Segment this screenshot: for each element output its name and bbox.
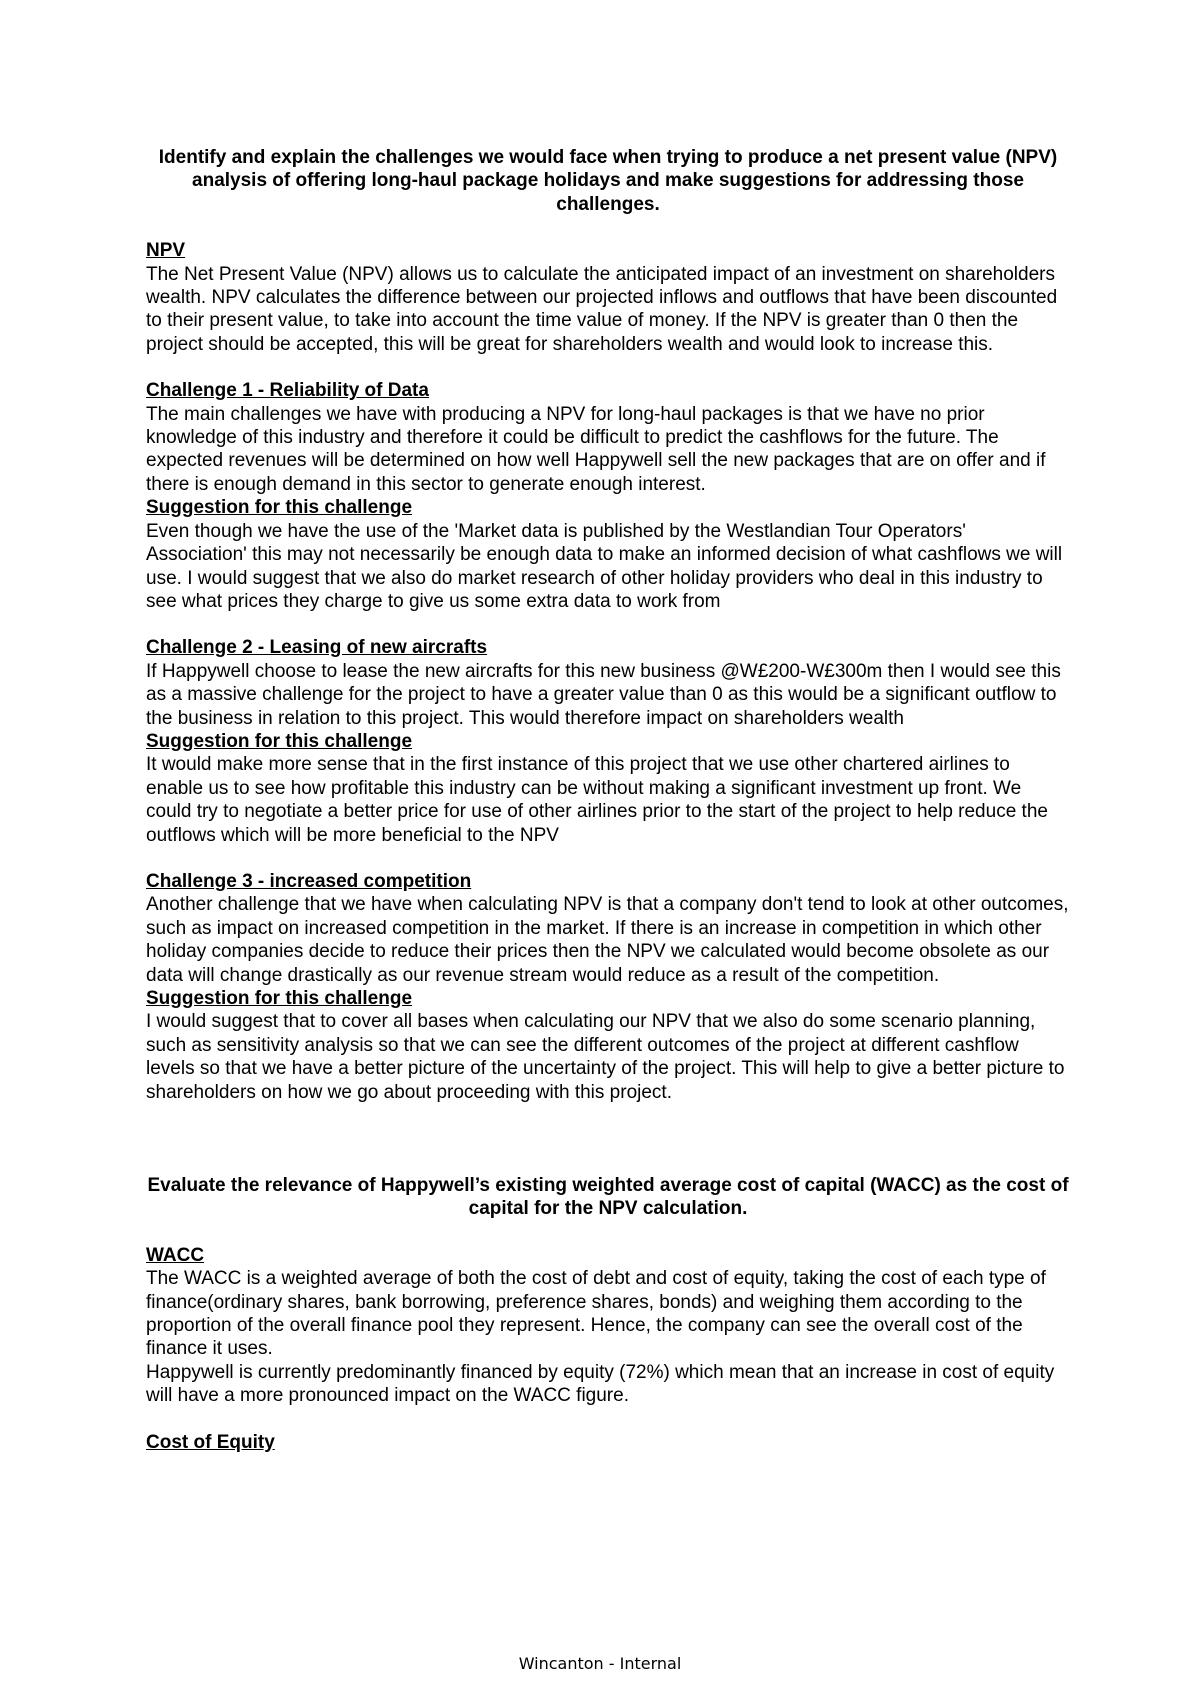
cost-of-equity-title: Cost of Equity bbox=[146, 1431, 275, 1453]
challenge-3-text: Another challenge that we have when calculating NPV is that a company don't tend to look at other outcomes, such as impact on increased competition in the market. If there is an increase in competition in which other holiday companies decide to reduce their prices then the NPV we calculated would become obsolete as our data will change drastically as our revenue stream would reduce as a result of the competition. bbox=[146, 894, 1069, 986]
question-1-heading: Identify and explain the challenges we would face when trying to produce a net present value (NPV) analysis of offering long-haul package holidays and make suggestions for addressing those challenges. bbox=[158, 147, 1058, 215]
cost-of-equity-section bbox=[146, 1431, 1070, 1454]
challenge-1-section bbox=[146, 379, 1070, 613]
challenge-1-text: The main challenges we have with producing a NPV for long-haul packages is that we have no prior knowledge of this industry and therefore it could be difficult to predict the cashflows for the future. The expected revenues will be determined on how well Happywell sell the new packages that are on offer and if there is enough demand in this sector to generate enough interest. bbox=[146, 403, 1046, 495]
question-2-heading: Evaluate the relevance of Happywell’s existing weighted average cost of capital (WACC) as the cost of capital for the NPV calculation. bbox=[147, 1175, 1069, 1220]
footer-classification-label: Wincanton - Internal bbox=[518, 1654, 682, 1673]
challenge-3-title: Challenge 3 - increased competition bbox=[146, 870, 472, 892]
challenge-1-suggestion-text: Even though we have the use of the 'Market data is published by the Westlandian Tour Operators' Association' this may not necessarily be enough data to make an informed decision of what cashflows we will use. I would suggest that we also do market research of other holiday providers who deal in this industry to see what prices they charge to give us some extra data to work from bbox=[146, 520, 1063, 612]
challenge-1-title: Challenge 1 - Reliability of Data bbox=[146, 380, 429, 402]
challenge-1-suggestion-title: Suggestion for this challenge bbox=[146, 497, 413, 519]
challenge-2-suggestion-title: Suggestion for this challenge bbox=[146, 730, 413, 752]
challenge-2-title: Challenge 2 - Leasing of new aircrafts bbox=[146, 637, 488, 659]
npv-text: The Net Present Value (NPV) allows us to calculate the anticipated impact of an investment on shareholders wealth. NPV calculates the difference between our projected inflows and outflows that have been discounted to their present value, to take into account the time value of money. If the NPV is greater than 0 then the project should be accepted, this will be great for shareholders wealth and would look to increase this. bbox=[146, 263, 1058, 355]
wacc-text-1: The WACC is a weighted average of both the cost of debt and cost of equity, taking the cost of each type of finance(ordinary shares, bank borrowing, preference shares, bonds) and weighing them according to the proportion of the overall finance pool they represent. Hence, the company can see the overall cost of the finance it uses. bbox=[146, 1268, 1046, 1360]
npv-section bbox=[146, 239, 1070, 356]
challenge-2-suggestion-text: It would make more sense that in the first instance of this project that we use other chartered airlines to enable us to see how profitable this industry can be without making a significant investment up front. We could try to negotiate a better price for use of other airlines prior to the start of the project to help reduce the outflows which will be more beneficial to the NPV bbox=[146, 754, 1048, 846]
challenge-2-section bbox=[146, 636, 1070, 847]
wacc-section bbox=[146, 1244, 1070, 1408]
challenge-3-section bbox=[146, 870, 1070, 1104]
document-body bbox=[146, 146, 1070, 1454]
npv-title: NPV bbox=[146, 240, 186, 262]
challenge-3-suggestion-title: Suggestion for this challenge bbox=[146, 988, 413, 1009]
challenge-2-text: If Happywell choose to lease the new aircrafts for this new business @W£200-W£300m then I would see this as a massive challenge for the project to have a greater value than 0 as this would be a significant outflow to the business in relation to this project. This would therefore impact on shareholders wealth bbox=[146, 660, 1061, 729]
section-gap bbox=[146, 1104, 1070, 1174]
wacc-text-2: Happywell is currently predominantly financed by equity (72%) which mean that an increase in cost of equity will have a more pronounced impact on the WACC figure. bbox=[146, 1361, 1055, 1407]
wacc-title: WACC bbox=[146, 1244, 205, 1266]
challenge-3-suggestion-text: I would suggest that to cover all bases when calculating our NPV that we also do some scenario planning, such as sensitivity analysis so that we can see the different outcomes of the project at different cashflow levels so that we have a better picture of the uncertainty of the project. This will help to give a better picture to shareholders on how we go about proceeding with this project. bbox=[146, 1011, 1065, 1103]
